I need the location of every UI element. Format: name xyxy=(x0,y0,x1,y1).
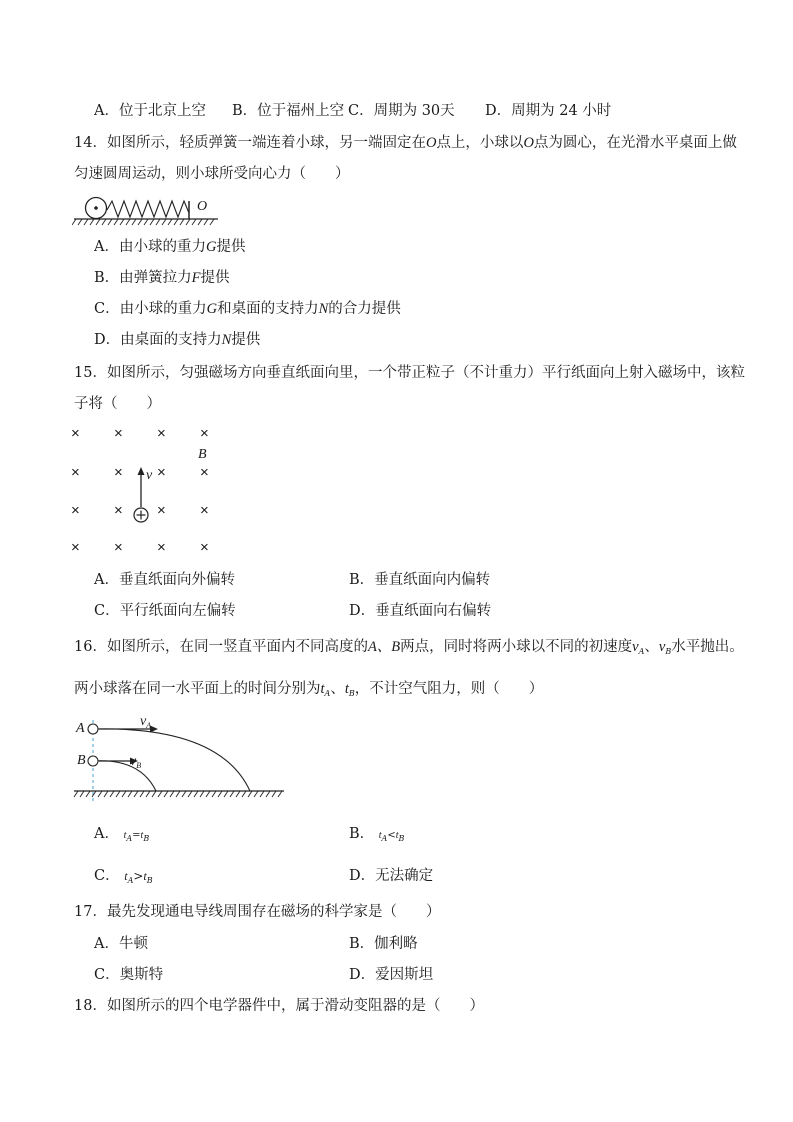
q15-option-d: D．垂直纸面向右偏转 xyxy=(349,603,492,619)
field-cross: × xyxy=(157,502,166,519)
q13-option-d: D．周期为 24 小时 xyxy=(485,103,612,119)
field-cross: × xyxy=(157,539,166,556)
trajectory-a xyxy=(93,729,250,791)
q15-option-a: A．垂直纸面向外偏转 xyxy=(94,572,235,588)
q17-option-d: D．爱因斯坦 xyxy=(349,967,434,983)
field-cross: × xyxy=(157,425,166,442)
projectile-figure xyxy=(70,712,290,804)
q14-option-d: D．由桌面的支持力N提供 xyxy=(94,332,261,348)
ball-b-icon xyxy=(88,756,98,766)
label-b: B xyxy=(198,447,207,462)
label-a: A xyxy=(76,721,85,736)
label-o: O xyxy=(197,199,208,214)
q17-option-b: B．伽利略 xyxy=(349,936,418,952)
field-cross: × xyxy=(71,425,80,442)
q16-option-b: B． $t_A<t_B$ xyxy=(349,826,405,843)
q13-option-b: B．位于福州上空 xyxy=(232,103,345,119)
q14-option-a: A．由小球的重力G提供 xyxy=(94,239,246,255)
field-cross: × xyxy=(71,464,80,481)
field-cross: × xyxy=(71,502,80,519)
field-cross: × xyxy=(114,464,123,481)
q15-stem-line2: 子将（ ） xyxy=(74,396,161,412)
q15-stem-line1: 15．如图所示，匀强磁场方向垂直纸面向里，一个带正粒子（不计重力）平行纸面向上射入磁场中，该粒 xyxy=(74,365,745,381)
field-cross: × xyxy=(200,539,209,556)
arrow-head-icon xyxy=(150,726,158,733)
q14-stem-line1: 14．如图所示，轻质弹簧一端连着小球，另一端固定在O点上，小球以O点为圆心，在光滑水平桌面上做 xyxy=(74,135,737,151)
q16-option-d: D．无法确定 xyxy=(349,868,434,884)
q15-option-b: B．垂直纸面向内偏转 xyxy=(349,572,491,588)
q13-option-c: C．周期为 30天 xyxy=(348,103,455,119)
q14-option-b: B．由弹簧拉力F提供 xyxy=(94,270,230,286)
q16-stem-line2: 两小球落在同一水平面上的时间分别为$t_A$、$t_B$，不计空气阻力，则（ ） xyxy=(74,681,544,698)
q18-stem: 18．如图所示的四个电学器件中，属于滑动变阻器的是（ ） xyxy=(74,998,484,1014)
q14-stem-line2: 匀速圆周运动，则小球所受向心力（ ） xyxy=(74,166,350,182)
label-b: B xyxy=(77,753,86,768)
arrow-head-icon xyxy=(138,467,145,475)
field-cross: × xyxy=(114,425,123,442)
trajectory-b xyxy=(93,761,156,791)
q15-option-c: C．平行纸面向左偏转 xyxy=(94,603,236,619)
spring-icon xyxy=(107,201,189,217)
q17-stem: 17．最先发现通电导线周围存在磁场的科学家是（ ） xyxy=(74,904,441,920)
q17-option-c: C．奥斯特 xyxy=(94,967,164,983)
field-cross: × xyxy=(114,502,123,519)
ball-a-icon xyxy=(88,724,98,734)
q13-option-a: A．位于北京上空 xyxy=(94,103,206,119)
field-cross: × xyxy=(200,502,209,519)
q16-stem-line1: 16．如图所示，在同一竖直平面内不同高度的A、B两点，同时将两小球以不同的初速度$v_A$、$v_B$水平抛出。 xyxy=(74,639,744,656)
field-cross: × xyxy=(200,464,209,481)
label-va: $v_A$ xyxy=(140,714,152,730)
q14-option-c: C．由小球的重力G和桌面的支持力N的合力提供 xyxy=(94,301,401,317)
q16-option-c: C． $t_A>t_B$ xyxy=(94,868,153,885)
field-cross: × xyxy=(200,425,209,442)
field-cross: × xyxy=(157,464,166,481)
q16-option-a: A． $t_A=t_B$ xyxy=(94,826,150,843)
label-vb: $v_B$ xyxy=(130,754,142,770)
field-cross: × xyxy=(114,539,123,556)
field-cross: × xyxy=(71,539,80,556)
label-v: v xyxy=(146,468,153,483)
q17-option-a: A．牛顿 xyxy=(94,936,148,952)
particle-figure xyxy=(128,466,156,526)
